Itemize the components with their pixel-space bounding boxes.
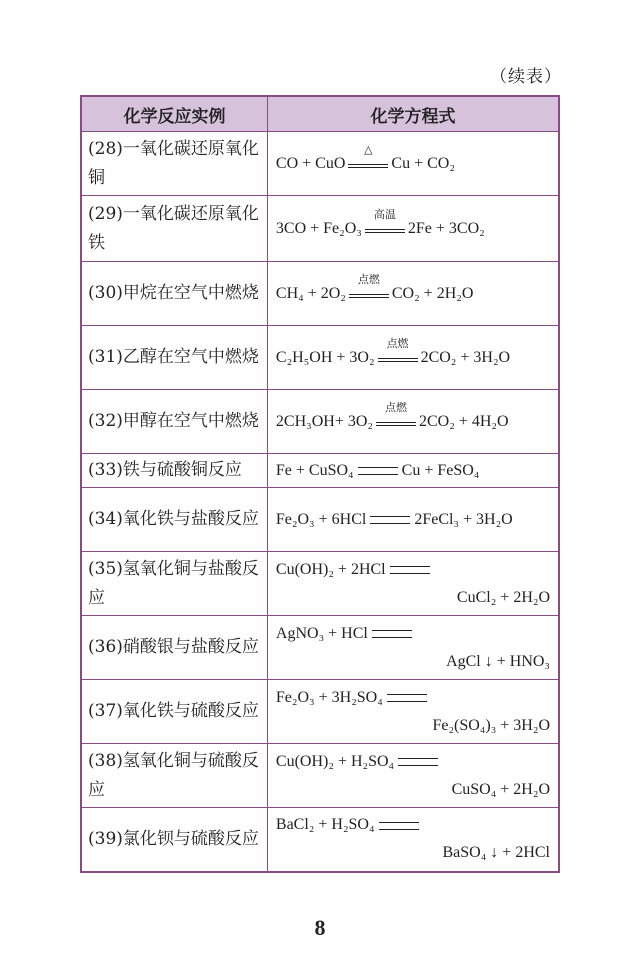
table-row	[81, 744, 559, 808]
reaction-example: (30)甲烷在空气中燃烧	[81, 262, 267, 326]
reaction-equation	[267, 744, 559, 808]
reaction-equation	[267, 680, 559, 744]
table-row	[81, 488, 559, 552]
reaction-example: (33)铁与硫酸铜反应	[81, 454, 267, 488]
page-number: 8	[314, 915, 326, 940]
table-row	[81, 454, 559, 488]
table-row	[81, 196, 559, 262]
condition-label: 点燃	[386, 336, 409, 350]
reaction-example: (36)硝酸银与盐酸反应	[81, 616, 267, 680]
reaction-example: (38)氢氧化铜与硫酸反应	[81, 744, 267, 808]
reaction-equation	[267, 390, 559, 454]
table-row	[81, 808, 559, 872]
equation-rhs: 2CO₂ + 3H₂O	[420, 348, 511, 366]
equals-sign-icon	[358, 467, 398, 475]
reaction-equation	[267, 454, 559, 488]
reaction-condition	[376, 400, 416, 429]
equals-sign-icon	[398, 758, 438, 766]
equals-sign-icon	[365, 229, 405, 233]
table-row	[81, 326, 559, 390]
equation-rhs: 2FeCl₃ + 3H₂O	[414, 510, 513, 528]
table-row	[81, 262, 559, 326]
equation-lhs: 3CO + Fe₂O₃	[275, 219, 362, 237]
equation-rhs: Cu + CO₂	[391, 154, 455, 172]
reaction-example: (35)氢氧化铜与盐酸反应	[81, 552, 267, 616]
equals-sign-icon	[370, 516, 410, 524]
table-row	[81, 552, 559, 616]
equation-lhs: 2CH₃OH+ 3O₂	[275, 412, 373, 430]
equation-rhs: CuSO₄ + 2H₂O	[451, 780, 550, 798]
reaction-condition	[349, 272, 389, 301]
equation-lhs: Fe₂O₃ + 3H₂SO₄	[275, 688, 383, 706]
equation-rhs: CO₂ + 2H₂O	[391, 284, 474, 302]
reaction-equation	[267, 552, 559, 616]
equation-lhs: AgNO₃ + HCl	[275, 624, 368, 642]
equation-rhs: 2Fe + 3CO₂	[407, 219, 485, 237]
equation-lhs: CO + CuO	[275, 154, 346, 172]
condition-label: △	[364, 142, 373, 156]
continued-label: （续表）	[490, 67, 562, 87]
reaction-example: (29)一氧化碳还原氧化铁	[81, 196, 267, 262]
reaction-equation	[267, 262, 559, 326]
reaction-example: (39)氯化钡与硫酸反应	[81, 808, 267, 872]
reaction-condition	[365, 207, 405, 236]
reaction-equation	[267, 808, 559, 872]
equation-rhs: AgCl ↓ + HNO₃	[446, 652, 550, 670]
equation-lhs: Cu(OH)₂ + 2HCl	[275, 560, 386, 578]
table-body	[81, 132, 559, 872]
equation-rhs: 2CO₂ + 4H₂O	[418, 412, 509, 430]
equals-sign-icon	[349, 294, 389, 298]
equation-rhs: Fe₂(SO₄)₃ + 3H₂O	[432, 716, 550, 734]
equation-table	[80, 95, 560, 873]
equation-rhs: BaSO₄ ↓ + 2HCl	[442, 844, 550, 862]
reaction-equation	[267, 488, 559, 552]
equals-sign-icon	[387, 694, 427, 702]
equation-lhs: CH₄ + 2O₂	[275, 284, 346, 302]
reaction-example: (28)一氧化碳还原氧化铜	[81, 132, 267, 196]
equation-lhs: Cu(OH)₂ + H₂SO₄	[275, 752, 395, 770]
equals-sign-icon	[378, 358, 418, 362]
equation-lhs: Fe + CuSO₄	[275, 461, 354, 479]
equals-sign-icon	[379, 822, 419, 830]
reaction-condition	[348, 142, 388, 171]
reaction-example: (37)氧化铁与硫酸反应	[81, 680, 267, 744]
equation-lhs: C₂H₅OH + 3O₂	[275, 348, 375, 366]
equals-sign-icon	[372, 630, 412, 638]
reaction-example: (32)甲醇在空气中燃烧	[81, 390, 267, 454]
reaction-equation	[267, 616, 559, 680]
header-example: 化学反应实例	[81, 96, 267, 132]
equals-sign-icon	[390, 566, 430, 574]
reaction-equation	[267, 326, 559, 390]
header-equation: 化学方程式	[267, 96, 559, 132]
reaction-example: (34)氧化铁与盐酸反应	[81, 488, 267, 552]
condition-label: 点燃	[384, 400, 407, 414]
table-row	[81, 616, 559, 680]
table-row	[81, 132, 559, 196]
reaction-condition	[378, 336, 418, 365]
equals-sign-icon	[348, 164, 388, 168]
condition-label: 高温	[373, 207, 396, 221]
equation-rhs: Cu + FeSO₄	[401, 461, 480, 479]
reaction-equation	[267, 132, 559, 196]
equation-lhs: BaCl₂ + H₂SO₄	[275, 816, 375, 834]
table-header-row	[81, 96, 559, 132]
reaction-example: (31)乙醇在空气中燃烧	[81, 326, 267, 390]
table-row	[81, 680, 559, 744]
reaction-equation	[267, 196, 559, 262]
equation-rhs: CuCl₂ + 2H₂O	[456, 588, 550, 606]
equation-lhs: Fe₂O₃ + 6HCl	[275, 510, 367, 528]
equals-sign-icon	[376, 422, 416, 426]
table-row	[81, 390, 559, 454]
condition-label: 点燃	[357, 272, 380, 286]
